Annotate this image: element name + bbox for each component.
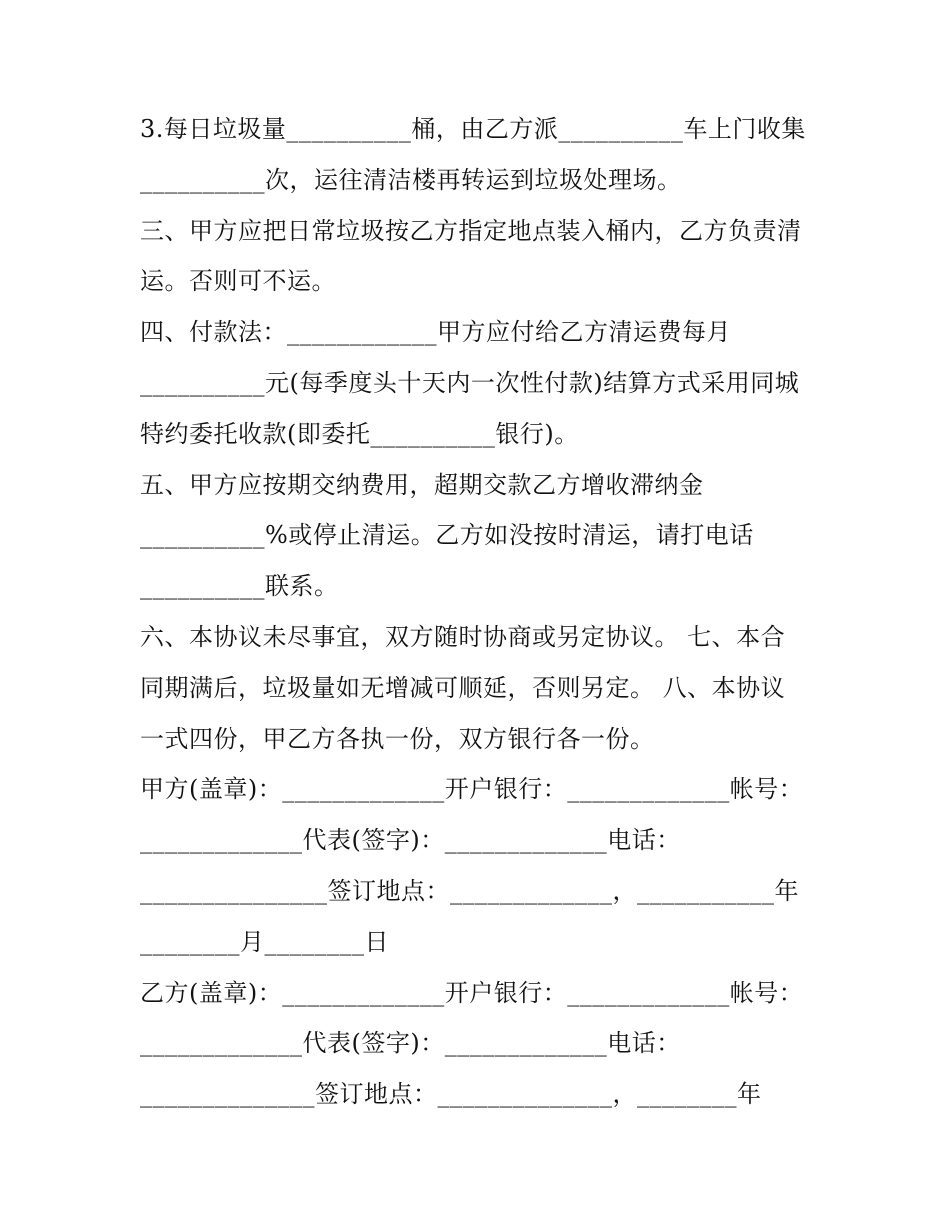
clause-five-line-1: 五、甲方应按期交纳费用，超期交款乙方增收滞纳金 xyxy=(140,470,704,499)
party-b-line-2: _____________代表(签字)：_____________电话： xyxy=(140,1029,681,1058)
clause-six-line-2: 同期满后，垃圾量如无增减可顺延，否则另定。 八、本协议 xyxy=(140,673,786,702)
clause-five-line-3: __________联系。 xyxy=(140,572,339,601)
party-b-line-3: ______________签订地点：______________，________年 xyxy=(140,1080,762,1109)
party-b-line-1: 乙方(盖章)：_____________开户银行：_____________帐号： xyxy=(140,978,804,1007)
clause-three-line-1: 三、甲方应把日常垃圾按乙方指定地点装入桶内，乙方负责清 xyxy=(140,216,802,245)
party-a-line-2: _____________代表(签字)：_____________电话： xyxy=(140,826,681,855)
party-a-line-1: 甲方(盖章)：_____________开户银行：_____________帐号： xyxy=(140,775,804,804)
clause-3-line-1: 3.每日垃圾量__________桶，由乙方派__________车上门收集 xyxy=(140,115,806,143)
clause-3-line-2: __________次，运往清洁楼再转运到垃圾处理场。 xyxy=(140,165,682,194)
clause-five-line-2: __________%或停止清运。乙方如没按时清运，请打电话 xyxy=(140,521,754,550)
clause-six-line-3: 一式四份，甲乙方各执一份，双方银行各一份。 xyxy=(140,724,655,753)
clause-four-line-2: __________元(每季度头十天内一次性付款)结算方式采用同城 xyxy=(140,368,800,397)
clause-four-line-1: 四、付款法：____________甲方应付给乙方清运费每月 xyxy=(140,318,731,347)
contract-page xyxy=(140,104,820,1120)
clause-four-line-3: 特约委托收款(即委托__________银行)。 xyxy=(140,419,579,448)
clause-six-line-1: 六、本协议未尽事宜，双方随时协商或另定协议。 七、本合 xyxy=(140,622,786,651)
clause-three-line-2: 运。否则可不运。 xyxy=(140,267,336,296)
party-a-date-line: ________月________日 xyxy=(140,927,389,956)
party-a-line-3: _______________签订地点：_____________，___________年 xyxy=(140,876,799,905)
